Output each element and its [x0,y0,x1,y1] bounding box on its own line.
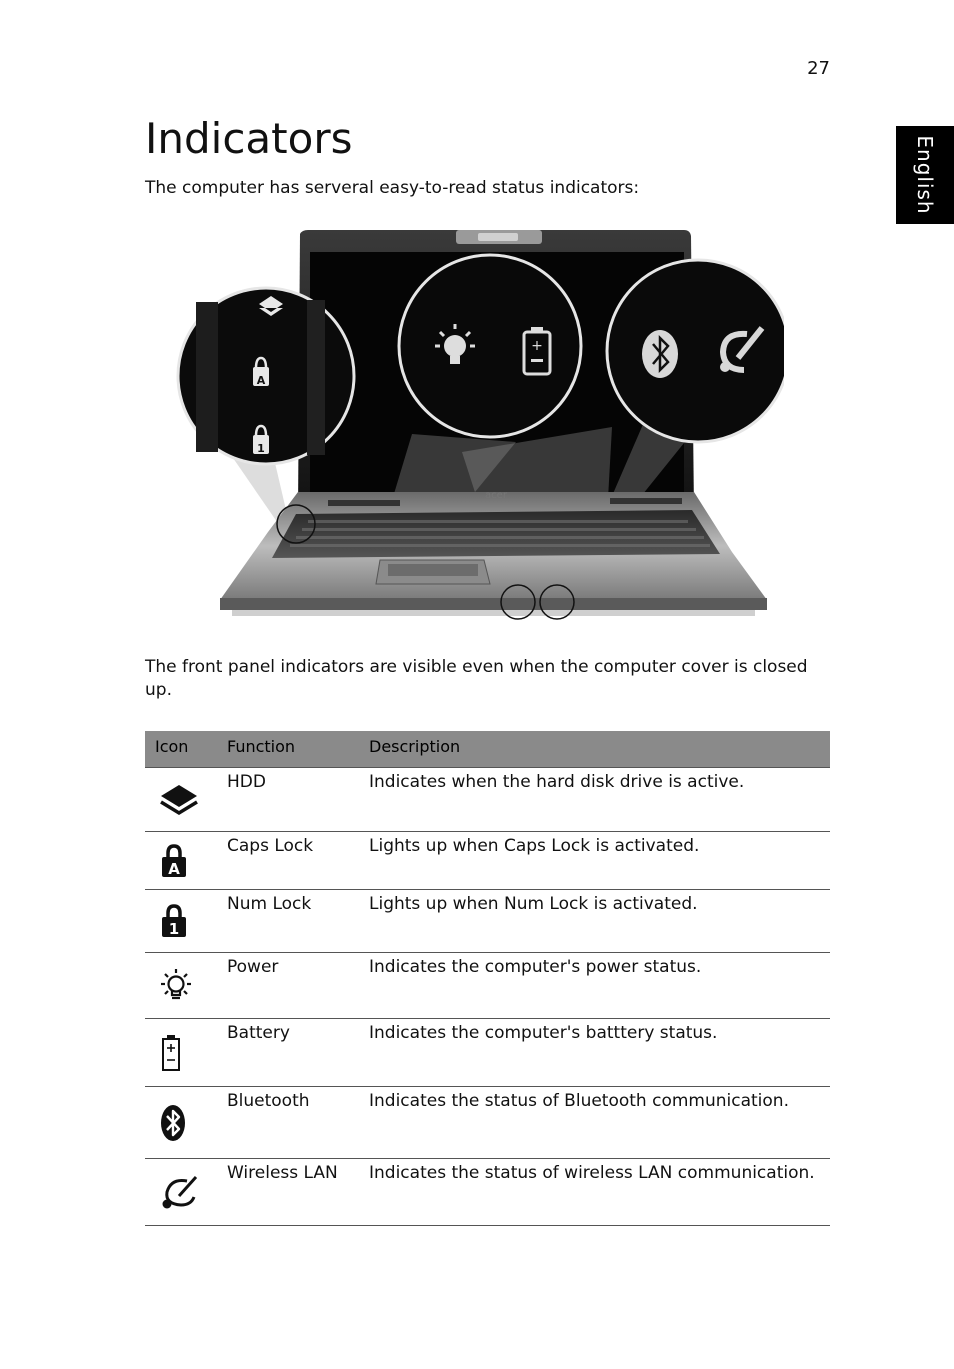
num-lock-icon [159,903,189,939]
svg-text:A: A [256,374,266,387]
wireless-lan-icon [159,1172,199,1212]
header-icon: Icon [155,737,189,756]
function-cell: Bluetooth [227,1091,310,1111]
table-row [145,1019,830,1087]
description-cell: Lights up when Caps Lock is activated. [369,836,700,856]
bluetooth-icon [159,1103,187,1143]
language-tab-label: English [913,135,937,215]
header-function: Function [227,737,296,756]
laptop-logo-text: acer [485,490,507,501]
zoom-circle-bluetooth-wireless [607,260,784,442]
description-cell: Indicates the status of wireless LAN communication. [369,1163,815,1183]
description-cell: Indicates the status of Bluetooth communication. [369,1091,789,1111]
caption-text: The front panel indicators are visible even when the computer cover is closed up. [145,657,808,700]
description-cell: Indicates the computer's power status. [369,957,702,977]
page-number: 27 [807,58,830,79]
table-row [145,1087,830,1159]
function-cell: HDD [227,772,266,792]
svg-text:1: 1 [168,920,180,938]
caps-lock-icon [159,843,189,879]
table-row [145,768,830,832]
table-row [145,953,830,1019]
function-cell: Caps Lock [227,836,314,856]
function-cell: Power [227,957,279,977]
header-description: Description [369,737,461,756]
power-icon [159,967,193,1005]
battery-icon [159,1034,183,1072]
page-title: Indicators [145,114,353,163]
svg-text:1: 1 [257,442,265,455]
table-row [145,890,830,953]
svg-text:+: + [531,338,543,354]
description-cell: Lights up when Num Lock is activated. [369,894,698,914]
table-row [145,832,830,890]
table-row [145,1159,830,1226]
intro-text: The computer has serveral easy-to-read status indicators: [145,178,640,198]
svg-text:A: A [168,859,180,878]
function-cell: Wireless LAN [227,1163,338,1183]
function-cell: Num Lock [227,894,312,914]
zoom-circle-lock-indicators [178,288,354,464]
description-cell: Indicates the computer's batttery status. [369,1023,718,1043]
zoom-circle-power-battery [399,255,581,437]
laptop-base [220,490,767,619]
laptop-indicators-figure [172,222,784,634]
indicators-table [145,731,830,1226]
description-cell: Indicates when the hard disk drive is active. [369,772,745,792]
function-cell: Battery [227,1023,290,1043]
language-tab [896,126,954,224]
table-header [145,731,830,768]
hdd-icon [159,782,199,818]
